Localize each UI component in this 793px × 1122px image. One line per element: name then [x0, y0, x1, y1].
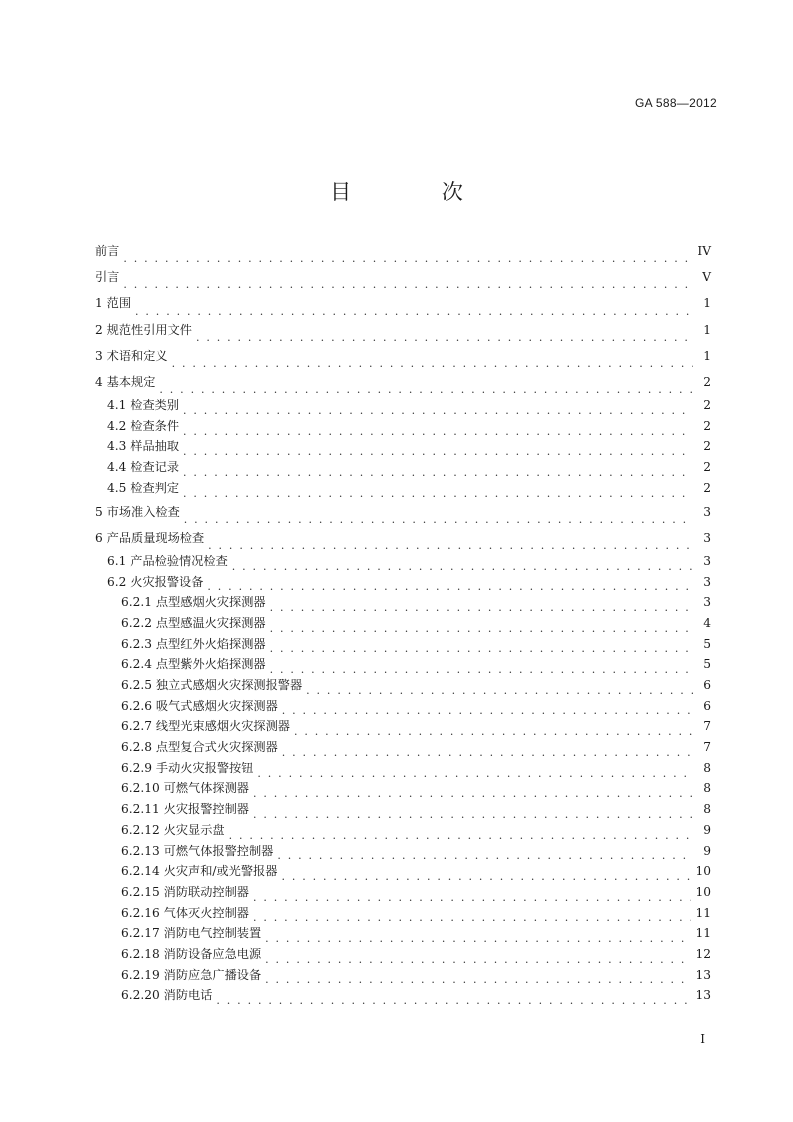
- toc-entry-number: 6.2.14: [121, 864, 160, 879]
- toc-entry-page: 6: [703, 698, 711, 713]
- toc-entry-page: 2: [703, 398, 711, 413]
- toc-entry[interactable]: [95, 944, 711, 965]
- toc-entry-number: 6.2.11: [121, 802, 160, 817]
- toc-entry-number: 6.2.19: [121, 967, 160, 982]
- toc-entry-title: 独立式感烟火灾探测报警器: [155, 678, 303, 693]
- toc-entry[interactable]: [95, 437, 711, 458]
- page-number: I: [700, 1032, 705, 1046]
- toc-dot-leader: [265, 933, 691, 944]
- toc-entry-title: 火灾显示盘: [163, 822, 225, 837]
- toc-dot-leader: [281, 871, 691, 882]
- toc-dot-leader: [183, 446, 693, 457]
- toc-entry[interactable]: [95, 592, 711, 613]
- toc-entry-number: 6: [95, 530, 103, 545]
- toc-entry-number: 6.2.16: [121, 905, 160, 920]
- toc-entry-number: 6.2.12: [121, 822, 160, 837]
- toc-entry-page: 13: [695, 988, 711, 1003]
- toc-entry[interactable]: [95, 317, 711, 343]
- toc-dot-leader: [183, 467, 693, 478]
- toc-entry-page: 10: [695, 864, 711, 879]
- toc-entry-page: 11: [695, 905, 711, 920]
- toc-entry-number: 6.2.10: [121, 781, 160, 796]
- toc-dot-leader: [265, 954, 691, 965]
- toc-dot-leader: [229, 830, 693, 841]
- toc-entry[interactable]: [95, 696, 711, 717]
- toc-entry-number: 4.5: [107, 480, 127, 495]
- toc-entry[interactable]: [95, 264, 711, 290]
- toc-entry-page: 3: [703, 574, 711, 589]
- toc-entry-title: 点型感烟火灾探测器: [155, 595, 266, 610]
- toc-entry-title: 产品质量现场检查: [106, 530, 205, 545]
- toc-entry-page: 2: [703, 480, 711, 495]
- toc-entry-page: 9: [703, 822, 711, 837]
- toc-entry[interactable]: [95, 903, 711, 924]
- toc-entry-title: 检查判定: [130, 480, 180, 495]
- toc-entry-title: 检查记录: [130, 460, 180, 475]
- toc-entry[interactable]: [95, 654, 711, 675]
- toc-entry-title: 基本规定: [106, 374, 156, 389]
- toc-entry-page: 5: [703, 636, 711, 651]
- toc-entry[interactable]: [95, 965, 711, 986]
- toc-entry-title: 可燃气体探测器: [163, 781, 249, 796]
- toc-entry-page: V: [702, 270, 711, 285]
- toc-dot-leader: [183, 405, 693, 416]
- toc-dot-leader: [270, 664, 693, 675]
- toc-entry[interactable]: [95, 634, 711, 655]
- toc-dot-leader: [253, 809, 693, 820]
- toc-entry-title: 前言: [95, 243, 120, 258]
- toc-entry[interactable]: [95, 525, 711, 551]
- toc-entry-number: 6.2.2: [121, 615, 153, 630]
- toc-entry-page: 1: [703, 348, 711, 363]
- toc-entry-title: 消防电气控制装置: [163, 926, 262, 941]
- toc-entry-title: 线型光束感烟火灾探测器: [155, 719, 290, 734]
- toc-entry-number: 4.4: [107, 460, 127, 475]
- toc-entry[interactable]: [95, 675, 711, 696]
- toc-entry-title: 市场准入检查: [106, 504, 180, 519]
- toc-entry[interactable]: [95, 478, 711, 499]
- toc-entry-page: 4: [703, 615, 711, 630]
- toc-entry[interactable]: [95, 758, 711, 779]
- toc-entry[interactable]: [95, 572, 711, 593]
- toc-entry-page: 7: [703, 719, 711, 734]
- toc-entry-number: 2: [95, 322, 103, 337]
- toc-dot-leader: [172, 358, 693, 369]
- toc-entry-number: 6.2.7: [121, 719, 153, 734]
- toc-entry-page: 8: [703, 781, 711, 796]
- toc-entry-title: 点型紫外火焰探测器: [155, 657, 266, 672]
- toc-dot-leader: [159, 384, 693, 395]
- toc-dot-leader: [294, 726, 693, 737]
- toc-entry-title: 消防电话: [163, 988, 213, 1003]
- toc-dot-leader: [183, 488, 693, 499]
- toc-entry-number: 6.1: [107, 553, 127, 568]
- toc-entry-page: 12: [695, 946, 711, 961]
- toc-entry-number: 3: [95, 348, 103, 363]
- toc-entry[interactable]: [95, 799, 711, 820]
- toc-entry[interactable]: [95, 457, 711, 478]
- toc-entry-title: 火灾报警设备: [130, 574, 204, 589]
- toc-entry-number: 6.2.15: [121, 884, 160, 899]
- toc-entry-title: 范围: [106, 296, 132, 311]
- toc-entry[interactable]: [95, 290, 711, 316]
- toc-entry-title: 点型感温火灾探测器: [155, 615, 266, 630]
- toc-entry[interactable]: [95, 395, 711, 416]
- toc-entry-title: 规范性引用文件: [106, 322, 192, 337]
- toc-entry[interactable]: [95, 343, 711, 369]
- toc-entry-title: 消防联动控制器: [163, 884, 249, 899]
- toc-dot-leader: [253, 912, 692, 923]
- toc-entry-number: 5: [95, 504, 103, 519]
- toc-entry[interactable]: [95, 238, 711, 264]
- toc-entry[interactable]: [95, 923, 711, 944]
- toc-dot-leader: [257, 768, 693, 779]
- toc-entry-number: 4.2: [107, 418, 127, 433]
- toc-dot-leader: [216, 995, 691, 1006]
- toc-entry-page: 3: [703, 530, 711, 545]
- toc-dot-leader: [135, 306, 693, 317]
- toc-entry-title: 术语和定义: [106, 348, 168, 363]
- toc-entry-page: 2: [703, 374, 711, 389]
- toc-entry-title: 检查条件: [130, 418, 180, 433]
- toc-entry-page: 2: [703, 418, 711, 433]
- toc-entry-number: 6.2.18: [121, 946, 160, 961]
- toc-entry[interactable]: [95, 779, 711, 800]
- toc-entry-page: 2: [703, 460, 711, 475]
- toc-entry-page: 1: [703, 322, 711, 337]
- toc-dot-leader: [123, 279, 693, 290]
- toc-entry-title: 消防设备应急电源: [163, 946, 262, 961]
- toc-dot-leader: [270, 623, 693, 634]
- toc-entry-number: 6.2.13: [121, 843, 160, 858]
- toc-entry-page: 3: [703, 504, 711, 519]
- toc-entry-page: 3: [703, 595, 711, 610]
- toc-entry[interactable]: [95, 861, 711, 882]
- table-of-contents: [95, 238, 711, 1006]
- toc-entry-page: 2: [703, 439, 711, 454]
- toc-dot-leader: [208, 540, 693, 551]
- toc-dot-leader: [184, 514, 693, 525]
- toc-entry-number: 6.2.3: [121, 636, 153, 651]
- toc-dot-leader: [183, 426, 693, 437]
- toc-entry[interactable]: [95, 716, 711, 737]
- toc-dot-leader: [282, 705, 693, 716]
- toc-entry[interactable]: [95, 499, 711, 525]
- toc-entry[interactable]: [95, 841, 711, 862]
- toc-entry[interactable]: [95, 416, 711, 437]
- toc-entry-page: 7: [703, 740, 711, 755]
- toc-entry-page: 11: [695, 926, 711, 941]
- toc-entry-page: 10: [695, 884, 711, 899]
- toc-entry-title: 点型复合式火灾探测器: [155, 740, 278, 755]
- toc-entry-title: 引言: [95, 270, 120, 285]
- toc-entry-page: 1: [703, 296, 711, 311]
- toc-entry-number: 4.1: [107, 398, 127, 413]
- toc-entry-number: 1: [95, 296, 103, 311]
- toc-entry[interactable]: [95, 820, 711, 841]
- toc-entry[interactable]: [95, 985, 711, 1006]
- toc-entry-title: 产品检验情况检查: [130, 553, 228, 568]
- toc-entry-number: 6.2.1: [121, 595, 153, 610]
- toc-entry-title: 气体灭火控制器: [163, 905, 249, 920]
- toc-entry-number: 6.2.6: [121, 698, 153, 713]
- toc-dot-leader: [253, 892, 692, 903]
- toc-entry[interactable]: [95, 737, 711, 758]
- toc-dot-leader: [270, 602, 693, 613]
- toc-entry-page: 8: [703, 802, 711, 817]
- toc-dot-leader: [123, 253, 693, 264]
- toc-entry-number: 6.2.20: [121, 988, 160, 1003]
- toc-entry[interactable]: [95, 551, 711, 572]
- toc-entry-number: 4: [95, 374, 103, 389]
- toc-entry[interactable]: [95, 882, 711, 903]
- document-code: GA 588—2012: [634, 96, 717, 110]
- toc-entry-title: 可燃气体报警控制器: [163, 843, 274, 858]
- toc-entry-title: 火灾声和/或光警报器: [163, 864, 278, 879]
- toc-dot-leader: [232, 561, 693, 572]
- toc-entry-title: 手动火灾报警按钮: [155, 760, 254, 775]
- toc-entry-number: 6.2.9: [121, 760, 153, 775]
- toc-entry-number: 6.2.4: [121, 657, 153, 672]
- toc-entry-number: 6.2.5: [121, 678, 153, 693]
- page-title: 目 次: [330, 180, 505, 204]
- toc-entry[interactable]: [95, 369, 711, 395]
- toc-entry[interactable]: [95, 613, 711, 634]
- toc-dot-leader: [282, 747, 693, 758]
- toc-entry-title: 消防应急广播设备: [163, 967, 262, 982]
- toc-dot-leader: [196, 332, 693, 343]
- toc-entry-number: 4.3: [107, 439, 127, 454]
- toc-dot-leader: [265, 974, 691, 985]
- toc-entry-number: 6.2: [107, 574, 127, 589]
- toc-dot-leader: [207, 581, 693, 592]
- toc-entry-title: 火灾报警控制器: [163, 802, 249, 817]
- toc-entry-page: 3: [703, 553, 711, 568]
- toc-entry-number: 6.2.8: [121, 740, 153, 755]
- toc-dot-leader: [277, 850, 693, 861]
- toc-entry-title: 样品抽取: [130, 439, 180, 454]
- toc-entry-page: IV: [697, 243, 711, 258]
- toc-dot-leader: [253, 788, 693, 799]
- toc-dot-leader: [306, 685, 693, 696]
- toc-entry-number: 6.2.17: [121, 926, 160, 941]
- toc-entry-page: 5: [703, 657, 711, 672]
- toc-entry-title: 吸气式感烟火灾探测器: [155, 698, 278, 713]
- toc-entry-page: 6: [703, 678, 711, 693]
- toc-entry-page: 13: [695, 967, 711, 982]
- toc-dot-leader: [270, 643, 693, 654]
- toc-entry-title: 点型红外火焰探测器: [155, 636, 266, 651]
- toc-entry-title: 检查类别: [130, 398, 180, 413]
- toc-entry-page: 9: [703, 843, 711, 858]
- toc-entry-page: 8: [703, 760, 711, 775]
